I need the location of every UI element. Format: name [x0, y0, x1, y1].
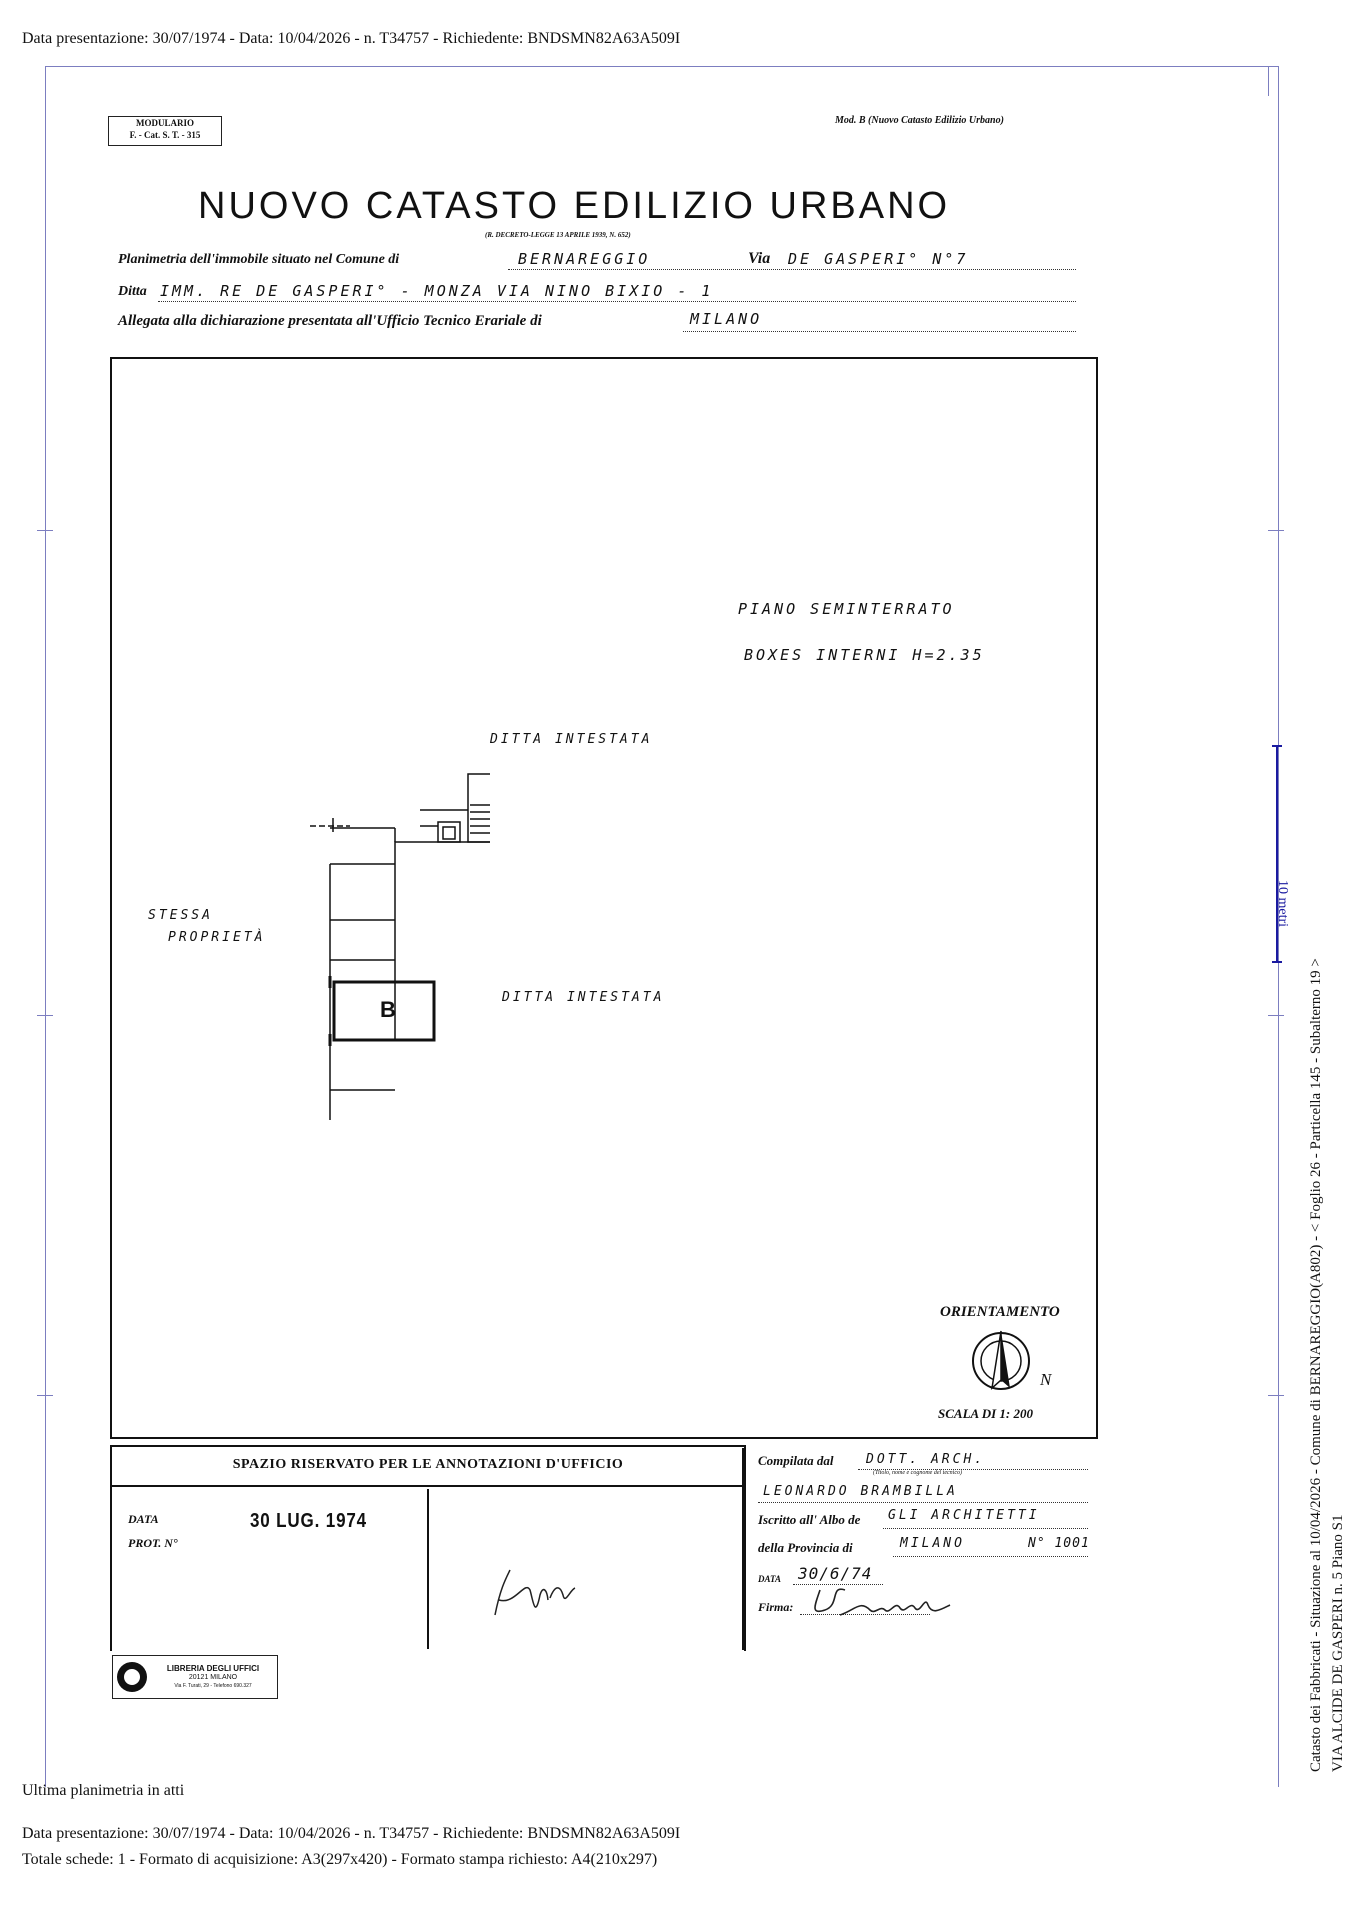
- label-ditta-right: DITTA INTESTATA: [502, 990, 665, 1005]
- form-line-comune: Planimetria dell'immobile situato nel Comune di BERNAREGGIO Via DE GASPERI° N°7: [118, 250, 1076, 272]
- orientamento-label: ORIENTAMENTO: [940, 1304, 1060, 1320]
- libreria-logo-icon: [115, 1660, 149, 1694]
- form-line-ditta: Ditta IMM. RE DE GASPERI° - MONZA VIA NINO BIXIO - 1: [118, 282, 1076, 304]
- scale-label: SCALA DI 1: 200: [938, 1406, 1033, 1421]
- office-header: SPAZIO RISERVATO PER LE ANNOTAZIONI D'UFFICIO: [110, 1445, 746, 1487]
- decree-note: (R. DECRETO-LEGGE 13 APRILE 1939, N. 652): [485, 231, 631, 239]
- north-arrow-icon: [968, 1328, 1034, 1394]
- footer-info-line2: Totale schede: 1 - Formato di acquisizione: A3(297x420) - Formato stampa richiesto: A4(210x297): [22, 1851, 658, 1868]
- compiler-block: Compilata dal DOTT. ARCH. (Titolo, nome e cognome del tecnico) LEONARDO BRAMBILLA Iscritto all' Albo de GLI ARCHITETTI della Provincia di MILANO N° 1001 DATA 30/6/74 Firma:: [758, 1452, 1090, 1614]
- unit-label-b: B: [380, 997, 396, 1022]
- label-proprieta: PROPRIETÀ: [168, 930, 266, 945]
- side-info-line1: Catasto dei Fabbricati - Situazione al 10/04/2026 - Comune di BERNAREGGIO(A802) - < Foglio 26 - Particella 145 - Subalterno 19 >: [1308, 958, 1324, 1772]
- header-info: Data presentazione: 30/07/1974 - Data: 10/04/2026 - n. T34757 - Richiedente: BNDSMN82A63A509I: [22, 30, 681, 47]
- received-stamp: 30 LUG. 1974: [250, 1510, 367, 1532]
- north-label: N: [1040, 1370, 1052, 1389]
- scale-bar: [1276, 745, 1278, 963]
- page-title: NUOVO CATASTO EDILIZIO URBANO: [198, 185, 951, 227]
- footer-info-line1: Data presentazione: 30/07/1974 - Data: 10/04/2026 - n. T34757 - Richiedente: BNDSMN82A63A509I: [22, 1825, 681, 1842]
- label-stessa: STESSA: [148, 908, 213, 923]
- modulario-box: MODULARIO F. - Cat. S. T. - 315: [108, 116, 222, 146]
- plan-note-piano: PIANO SEMINTERRATO: [738, 600, 955, 618]
- plan-note-boxes: BOXES INTERNI H=2.35: [744, 646, 985, 664]
- label-ditta-top: DITTA INTESTATA: [490, 732, 653, 747]
- libreria-stamp: LIBRERIA DEGLI UFFICI 20121 MILANO Via F. Turati, 29 - Telefono 690.327: [112, 1655, 278, 1699]
- footer-ultima: Ultima planimetria in atti: [22, 1782, 185, 1799]
- side-info-line2: VIA ALCIDE DE GASPERI n. 5 Piano S1: [1330, 1514, 1346, 1772]
- architect-signature-icon: [800, 1570, 970, 1630]
- mod-b-label: Mod. B (Nuovo Catasto Edilizio Urbano): [835, 115, 1004, 126]
- floor-plan-drawing: [290, 760, 490, 1130]
- office-data-label: DATA: [128, 1512, 159, 1526]
- floor-plan-frame: [110, 357, 1098, 1439]
- form-line-ufficio: Allegata alla dichiarazione presentata all'Ufficio Tecnico Erariale di MILANO: [118, 312, 1076, 334]
- scale-bar-label: 10 metri: [1275, 880, 1290, 928]
- office-prot-label: PROT. N°: [128, 1536, 178, 1550]
- office-signature-icon: [485, 1560, 585, 1630]
